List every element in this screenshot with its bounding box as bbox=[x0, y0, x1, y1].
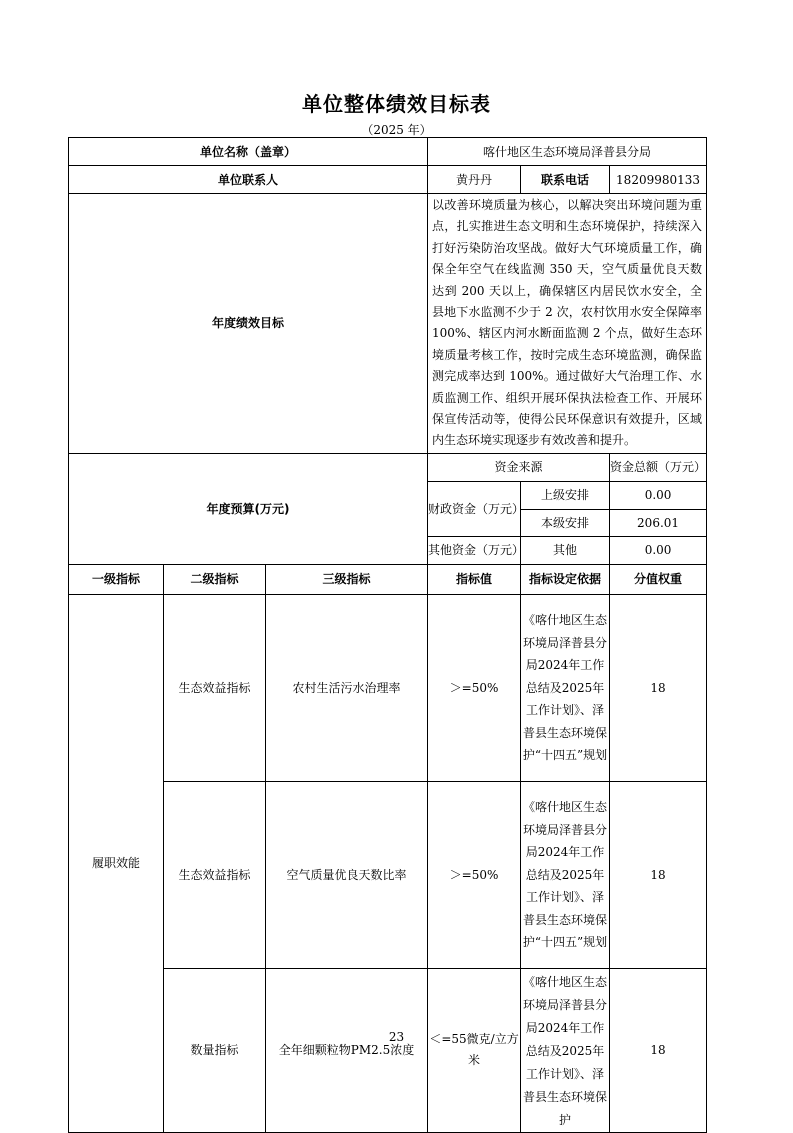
phone-label: 联系电话 bbox=[521, 166, 610, 194]
budget-total-header: 资金总额（万元） bbox=[610, 453, 707, 481]
indicator-value: ＜=55微克/立方米 bbox=[428, 968, 521, 1132]
unit-name-label: 单位名称（盖章） bbox=[69, 138, 428, 166]
goal-label: 年度绩效目标 bbox=[69, 194, 428, 454]
contact-label: 单位联系人 bbox=[69, 166, 428, 194]
level3-indicator: 全年细颗粒物PM2.5浓度 bbox=[266, 968, 428, 1132]
table-row bbox=[69, 968, 707, 1132]
contact-value: 黄丹丹 bbox=[428, 166, 521, 194]
other-label: 其他 bbox=[521, 536, 610, 564]
level2-indicator: 生态效益指标 bbox=[164, 781, 266, 968]
indicator-basis: 《喀什地区生态环境局泽普县分局2024年工作总结及2025年工作计划》、泽普县生态环境保护 bbox=[521, 968, 610, 1132]
local-allocation-value: 206.01 bbox=[610, 509, 707, 536]
goal-text: 以改善环境质量为核心，以解决突出环境问题为重点，扎实推进生态文明和生态环境保护，持续深入打好污染防治攻坚战。做好大气环境质量工作，确保全年空气在线监测 350 天，空气质量优良天数达到 200 天以上，确保辖区内居民饮水安全，全县地下水监测不少于 2 次，农村饮用水安全保障率 100%、辖区内河水断面监测 2 个点，做好生态环境质量考核工作，按时完成生态环境监测，确保监测完成率达到 100%。通过做好大气治理工作、水质监测工作、组织开展环保执法检查工作、开展环保宣传活动等，使得公民环保意识有效提升，区域内生态环境实现逐步有效改善和提升。 bbox=[428, 194, 707, 454]
indicator-weight: 18 bbox=[610, 594, 707, 781]
phone-value: 18209980133 bbox=[610, 166, 707, 194]
level3-indicator: 空气质量优良天数比率 bbox=[266, 781, 428, 968]
budget-source-header: 资金来源 bbox=[428, 453, 610, 481]
indicator-weight: 18 bbox=[610, 781, 707, 968]
unit-name-row bbox=[69, 138, 707, 166]
year-label: （2025 年） bbox=[361, 123, 432, 137]
header-value: 指标值 bbox=[428, 564, 521, 594]
page-number: 23 bbox=[388, 1030, 405, 1044]
header-basis: 指标设定依据 bbox=[521, 564, 610, 594]
header-weight: 分值权重 bbox=[610, 564, 707, 594]
indicator-weight: 18 bbox=[610, 968, 707, 1132]
indicator-value: ＞=50% bbox=[428, 781, 521, 968]
header-level1: 一级指标 bbox=[69, 564, 164, 594]
upper-allocation-value: 0.00 bbox=[610, 481, 707, 509]
header-level2: 二级指标 bbox=[164, 564, 266, 594]
level2-indicator: 生态效益指标 bbox=[164, 594, 266, 781]
performance-target-table bbox=[68, 137, 707, 1133]
page-title: 单位整体绩效目标表 bbox=[302, 92, 491, 116]
goal-row bbox=[69, 194, 707, 454]
contact-row bbox=[69, 166, 707, 194]
level1-indicator: 履职效能 bbox=[69, 594, 164, 1132]
indicator-basis: 《喀什地区生态环境局泽普县分局2024年工作总结及2025年工作计划》、泽普县生态环境保护“十四五”规划 bbox=[521, 594, 610, 781]
level2-indicator: 数量指标 bbox=[164, 968, 266, 1132]
budget-label: 年度预算(万元) bbox=[69, 453, 428, 564]
indicator-header-row bbox=[69, 564, 707, 594]
indicator-basis: 《喀什地区生态环境局泽普县分局2024年工作总结及2025年工作计划》、泽普县生态环境保护“十四五”规划 bbox=[521, 781, 610, 968]
local-allocation-label: 本级安排 bbox=[521, 509, 610, 536]
indicator-value: ＞=50% bbox=[428, 594, 521, 781]
budget-header-row bbox=[69, 453, 707, 481]
unit-name-value: 喀什地区生态环境局泽普县分局 bbox=[428, 138, 707, 166]
table-row bbox=[69, 594, 707, 781]
level3-indicator: 农村生活污水治理率 bbox=[266, 594, 428, 781]
other-funds-label: 其他资金（万元） bbox=[428, 536, 521, 564]
table-row bbox=[69, 781, 707, 968]
fiscal-funds-label: 财政资金（万元） bbox=[428, 481, 521, 536]
other-funds-value: 0.00 bbox=[610, 536, 707, 564]
upper-allocation-label: 上级安排 bbox=[521, 481, 610, 509]
header-level3: 三级指标 bbox=[266, 564, 428, 594]
